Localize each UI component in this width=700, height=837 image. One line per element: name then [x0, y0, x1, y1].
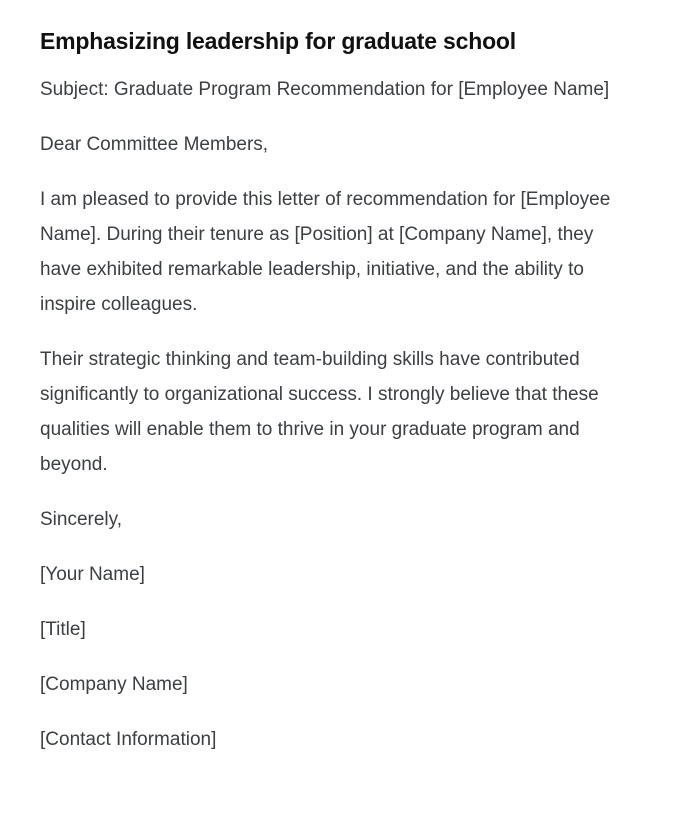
- article-heading: Emphasizing leadership for graduate school: [40, 28, 516, 54]
- subject-line: Subject: Graduate Program Recommendation for [Employee Name]: [40, 79, 610, 100]
- signature-contact-placeholder: [Contact Information]: [40, 729, 217, 750]
- signature-name-placeholder: [Your Name]: [40, 564, 145, 585]
- body-paragraph-2: Their strategic thinking and team-building skills have contributed significantly to organizational success. I strongly believe that these qualities will enable them to thrive in your graduate program and beyond.: [40, 349, 599, 475]
- salutation: Dear Committee Members,: [40, 134, 269, 155]
- letter-body: [40, 72, 660, 757]
- closing: Sincerely,: [40, 509, 123, 530]
- signature-title-placeholder: [Title]: [40, 619, 86, 640]
- body-paragraph-1: I am pleased to provide this letter of recommendation for [Employee Name]. During their tenure as [Position] at [Company Name], they have exhibited remarkable leadership, initiative, and the ability to inspire colleagues.: [40, 189, 611, 315]
- signature-company-placeholder: [Company Name]: [40, 674, 188, 695]
